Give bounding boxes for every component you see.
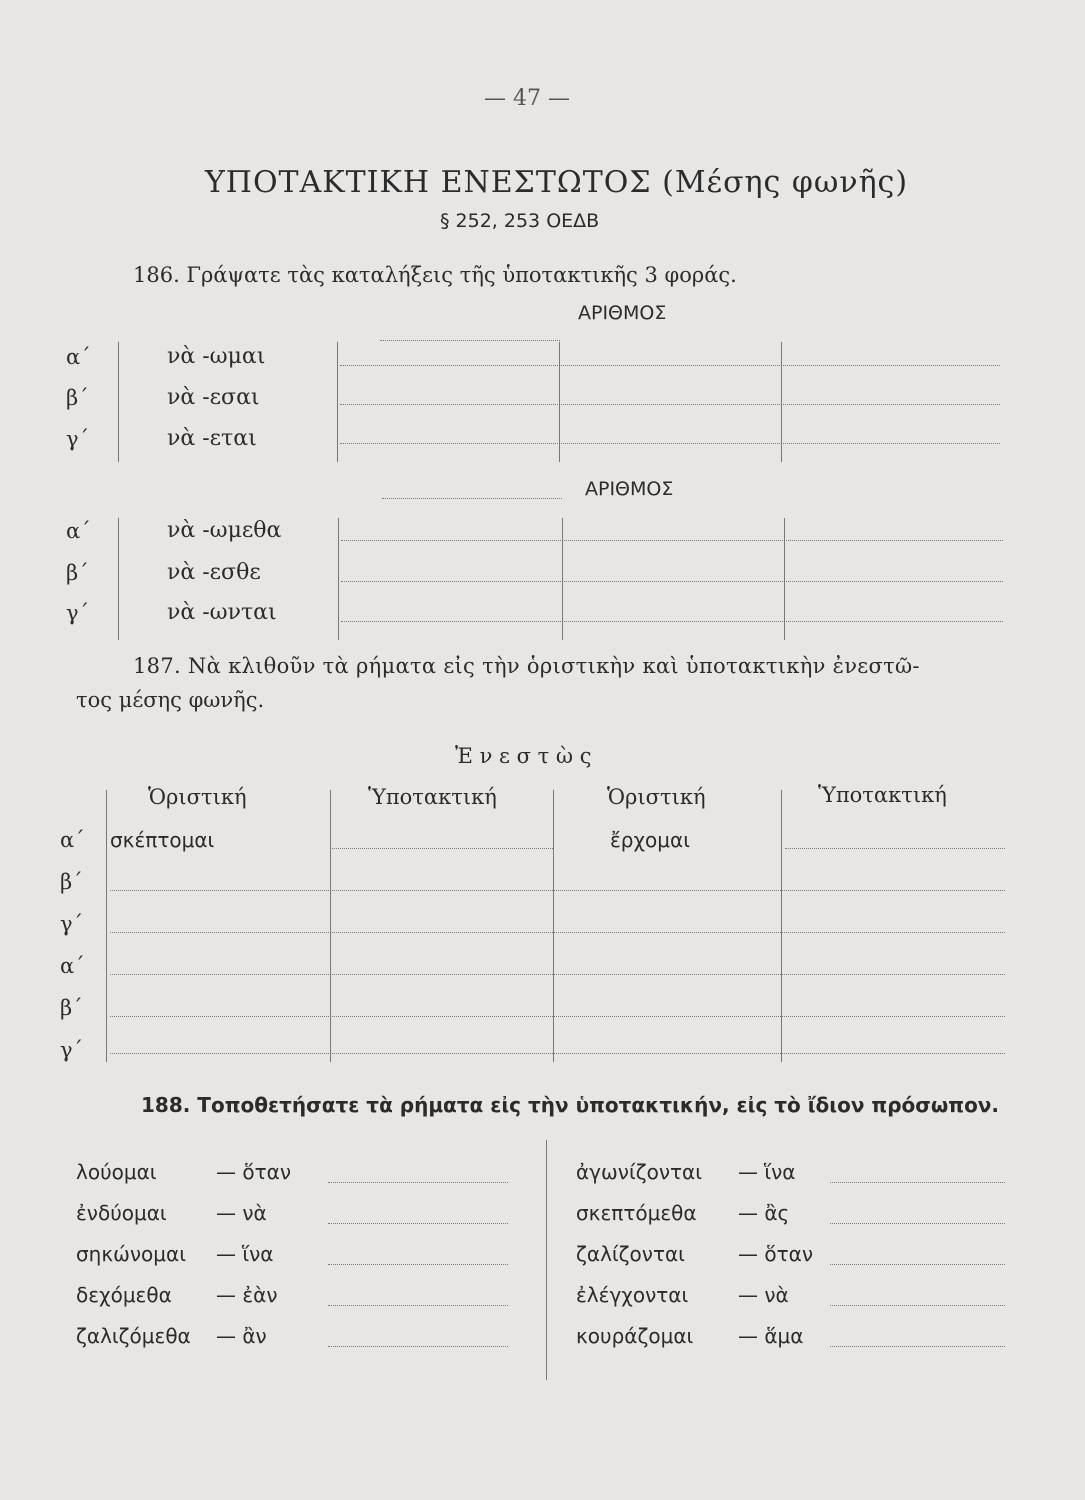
verb-2: ἔρχομαι xyxy=(610,828,690,852)
answer-line[interactable] xyxy=(110,974,1005,975)
verb-left: δεχόμεθα xyxy=(76,1283,172,1307)
ending: νὰ -εσαι xyxy=(167,385,260,410)
ending: νὰ -εσθε xyxy=(167,560,261,585)
page-number: — 47 — xyxy=(484,86,570,111)
verb-left: ζαλιζόμεθα xyxy=(76,1324,191,1348)
row-label: α΄ xyxy=(66,519,91,543)
verb-1: σκέπτομαι xyxy=(110,828,215,852)
number-label-plural: ΑΡΙΘΜΟΣ xyxy=(585,478,674,500)
exercise-188-heading: 188. Τοποθετήσατε τὰ ρήματα εἰς τὴν ὑποτακτικήν, εἰς τὸ ἴδιον πρόσωπον. xyxy=(141,1093,1000,1117)
answer-line[interactable] xyxy=(328,1346,508,1347)
verb-left: σηκώνομαι xyxy=(76,1242,186,1266)
conjunction-right: — ἅμα xyxy=(738,1324,804,1348)
row-label: γ΄ xyxy=(66,601,90,625)
answer-line[interactable] xyxy=(110,1016,1005,1017)
answer-line[interactable] xyxy=(830,1305,1005,1306)
conjunction-left: — ὅταν xyxy=(216,1160,291,1184)
reference: § 252, 253 ΟΕΔΒ xyxy=(440,210,600,232)
answer-line[interactable] xyxy=(830,1264,1005,1265)
column-header: Ὁριστική xyxy=(148,785,247,809)
answer-line[interactable] xyxy=(341,621,1003,622)
row-label: γ΄ xyxy=(66,427,90,451)
tense-label: Ἐ ν ε σ τ ὼ ς xyxy=(455,744,592,768)
column-header: Ὑποτακτική xyxy=(818,783,947,807)
verb-right: ἀγωνίζονται xyxy=(576,1160,702,1184)
answer-line[interactable] xyxy=(110,890,1005,891)
answer-line[interactable] xyxy=(830,1182,1005,1183)
row-label: α΄ xyxy=(66,345,91,369)
exercise-187-heading: 187. Νὰ κλιθοῦν τὰ ρήματα εἰς τὴν ὁριστικὴν καὶ ὑποτακτικὴν ἐνεστῶ- xyxy=(133,654,920,678)
row-label: β΄ xyxy=(66,386,89,410)
verb-right: ἐλέγχονται xyxy=(576,1283,689,1307)
answer-line[interactable] xyxy=(785,848,1005,849)
answer-line[interactable] xyxy=(110,1053,1005,1054)
ending: νὰ -εται xyxy=(167,426,257,451)
conjunction-right: — ὅταν xyxy=(738,1242,813,1266)
answer-line[interactable] xyxy=(328,1264,508,1265)
row-label: β΄ xyxy=(66,561,89,585)
verb-right: ζαλίζονται xyxy=(576,1242,685,1266)
row-label: α΄ xyxy=(60,828,85,852)
answer-line[interactable] xyxy=(330,848,553,849)
verb-right: κουράζομαι xyxy=(576,1324,694,1348)
ending: νὰ -ωμαι xyxy=(167,344,266,369)
conjunction-left: — ἵνα xyxy=(216,1242,274,1266)
conjunction-left: — νὰ xyxy=(216,1201,267,1225)
answer-line[interactable] xyxy=(328,1182,508,1183)
verb-right: σκεπτόμεθα xyxy=(576,1201,697,1225)
column-header: Ὁριστική xyxy=(607,785,706,809)
row-label: β΄ xyxy=(60,996,83,1020)
answer-line[interactable] xyxy=(340,404,1000,405)
conjunction-right: — ἵνα xyxy=(738,1160,796,1184)
answer-line[interactable] xyxy=(328,1305,508,1306)
conjunction-left: — ἐὰν xyxy=(216,1283,278,1307)
exercise-186-heading: 186. Γράψατε τὰς καταλήξεις τῆς ὑποτακτικῆς 3 φοράς. xyxy=(133,263,737,287)
row-label: β΄ xyxy=(60,870,83,894)
verb-left: ἐνδύομαι xyxy=(76,1201,167,1225)
row-label: α΄ xyxy=(60,954,85,978)
answer-line[interactable] xyxy=(830,1346,1005,1347)
conjunction-right: — ἂς xyxy=(738,1201,790,1225)
answer-line[interactable] xyxy=(340,365,1000,366)
verb-left: λούομαι xyxy=(76,1160,157,1184)
answer-line[interactable] xyxy=(328,1223,508,1224)
answer-line[interactable] xyxy=(830,1223,1005,1224)
conjunction-left: — ἂν xyxy=(216,1324,267,1348)
number-label-singular: ΑΡΙΘΜΟΣ xyxy=(578,302,667,324)
exercise-187-heading-cont: τος μέσης φωνῆς. xyxy=(76,688,265,712)
answer-line[interactable] xyxy=(341,581,1003,582)
page-title: ΥΠΟΤΑΚΤΙΚΗ ΕΝΕΣΤΩΤΟΣ (Μέσης φωνῆς) xyxy=(205,165,909,200)
answer-line[interactable] xyxy=(340,443,1000,444)
row-label: γ΄ xyxy=(60,1038,84,1062)
answer-line[interactable] xyxy=(341,540,1003,541)
answer-line[interactable] xyxy=(110,932,1005,933)
row-label: γ΄ xyxy=(60,912,84,936)
column-header: Ὑποτακτική xyxy=(368,785,497,809)
conjunction-right: — νὰ xyxy=(738,1283,789,1307)
ending: νὰ -ωνται xyxy=(167,600,277,625)
ending: νὰ -ωμεθα xyxy=(167,518,282,543)
